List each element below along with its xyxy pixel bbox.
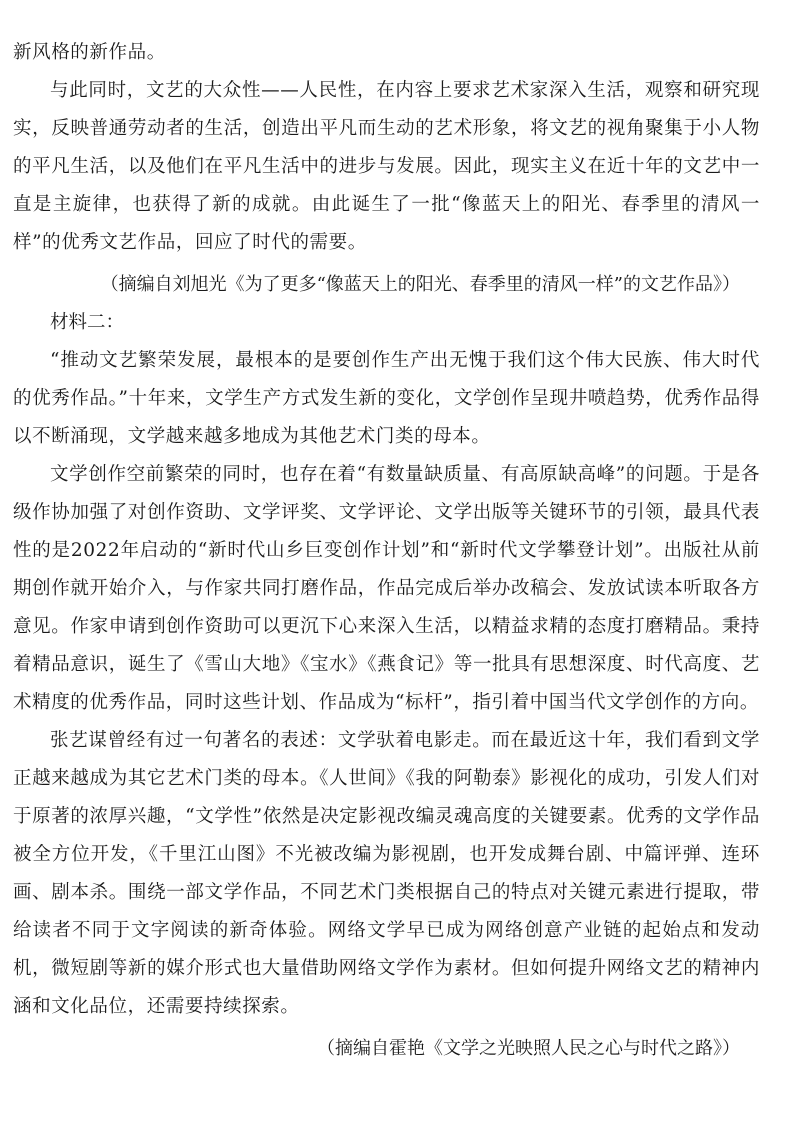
section-heading-material-2: 材料二： xyxy=(50,312,125,333)
paragraph-4: 张艺谋曾经有过一句著名的表述：文学驮着电影走。而在最近这十年，我们看到文学正越来越成为其它艺术门类的母本。《人世间》《我的阿勒泰》影视化的成功，引发人们对于原著的浓厚兴趣，“文学性”依然是决定影视改编灵魂高度的关键要素。优秀的文学作品被全方位开发，《千里江山图》不光被改编为影视剧，也开发成舞台剧、中篇评弹、连环画、剧本杀。围绕一部文学作品，不同艺术门类根据自己的特点对关键元素进行提取，带给读者不同于文字阅读的新奇体验。网络文学早已成为网络创意产业链的起始点和发动机，微短剧等新的媒介形式也大量借助网络文学作为素材。但如何提升网络文艺的精神内涵和文化品位，还需要持续探索。 xyxy=(13,730,760,1017)
source-citation-2: （摘编自霍艳《文学之光映照人民之心与时代之路》） xyxy=(317,1038,740,1059)
paragraph-1: 与此同时，文艺的大众性——人民性，在内容上要求艺术家深入生活，观察和研究现实，反映普通劳动者的生活，创造出平凡而生动的艺术形象，将文艺的视角聚集于小人物的平凡生活，以及他们在平凡生活中的进步与发展。因此，现实主义在近十年的文艺中一直是主旋律，也获得了新的成就。由此诞生了一批“像蓝天上的阳光、春季里的清风一样”的优秀文艺作品，回应了时代的需要。 xyxy=(13,80,760,253)
paragraph-3: 文学创作空前繁荣的同时，也存在着“有数量缺质量、有高原缺高峰”的问题。于是各级作协加强了对创作资助、文学评奖、文学评论、文学出版等关键环节的引领，最具代表性的是2022年启动的“新时代山乡巨变创作计划”和“新时代文学攀登计划”。出版社从前期创作就开始介入，与作家共同打磨作品，作品完成后举办改稿会、发放试读本听取各方意见。作家申请到创作资助可以更沉下心来深入生活，以精益求精的态度打磨精品。秉持着精品意识，诞生了《雪山大地》《宝水》《燕食记》等一批具有思想深度、时代高度、艺术精度的优秀作品，同时这些计划、作品成为“标杆”，指引着中国当代文学创作的方向。 xyxy=(13,464,760,713)
paragraph-continuation: 新风格的新作品。 xyxy=(13,42,166,63)
paragraph-2: “推动文艺繁荣发展，最根本的是要创作生产出无愧于我们这个伟大民族、伟大时代的优秀作品。”十年来，文学生产方式发生新的变化，文学创作呈现井喷趋势，优秀作品得以不断涌现，文学越来越多地成为其他艺术门类的母本。 xyxy=(13,350,760,447)
source-citation-1: （摘编自刘旭光《为了更多“像蓝天上的阳光、春季里的清风一样”的文艺作品》） xyxy=(100,274,740,295)
